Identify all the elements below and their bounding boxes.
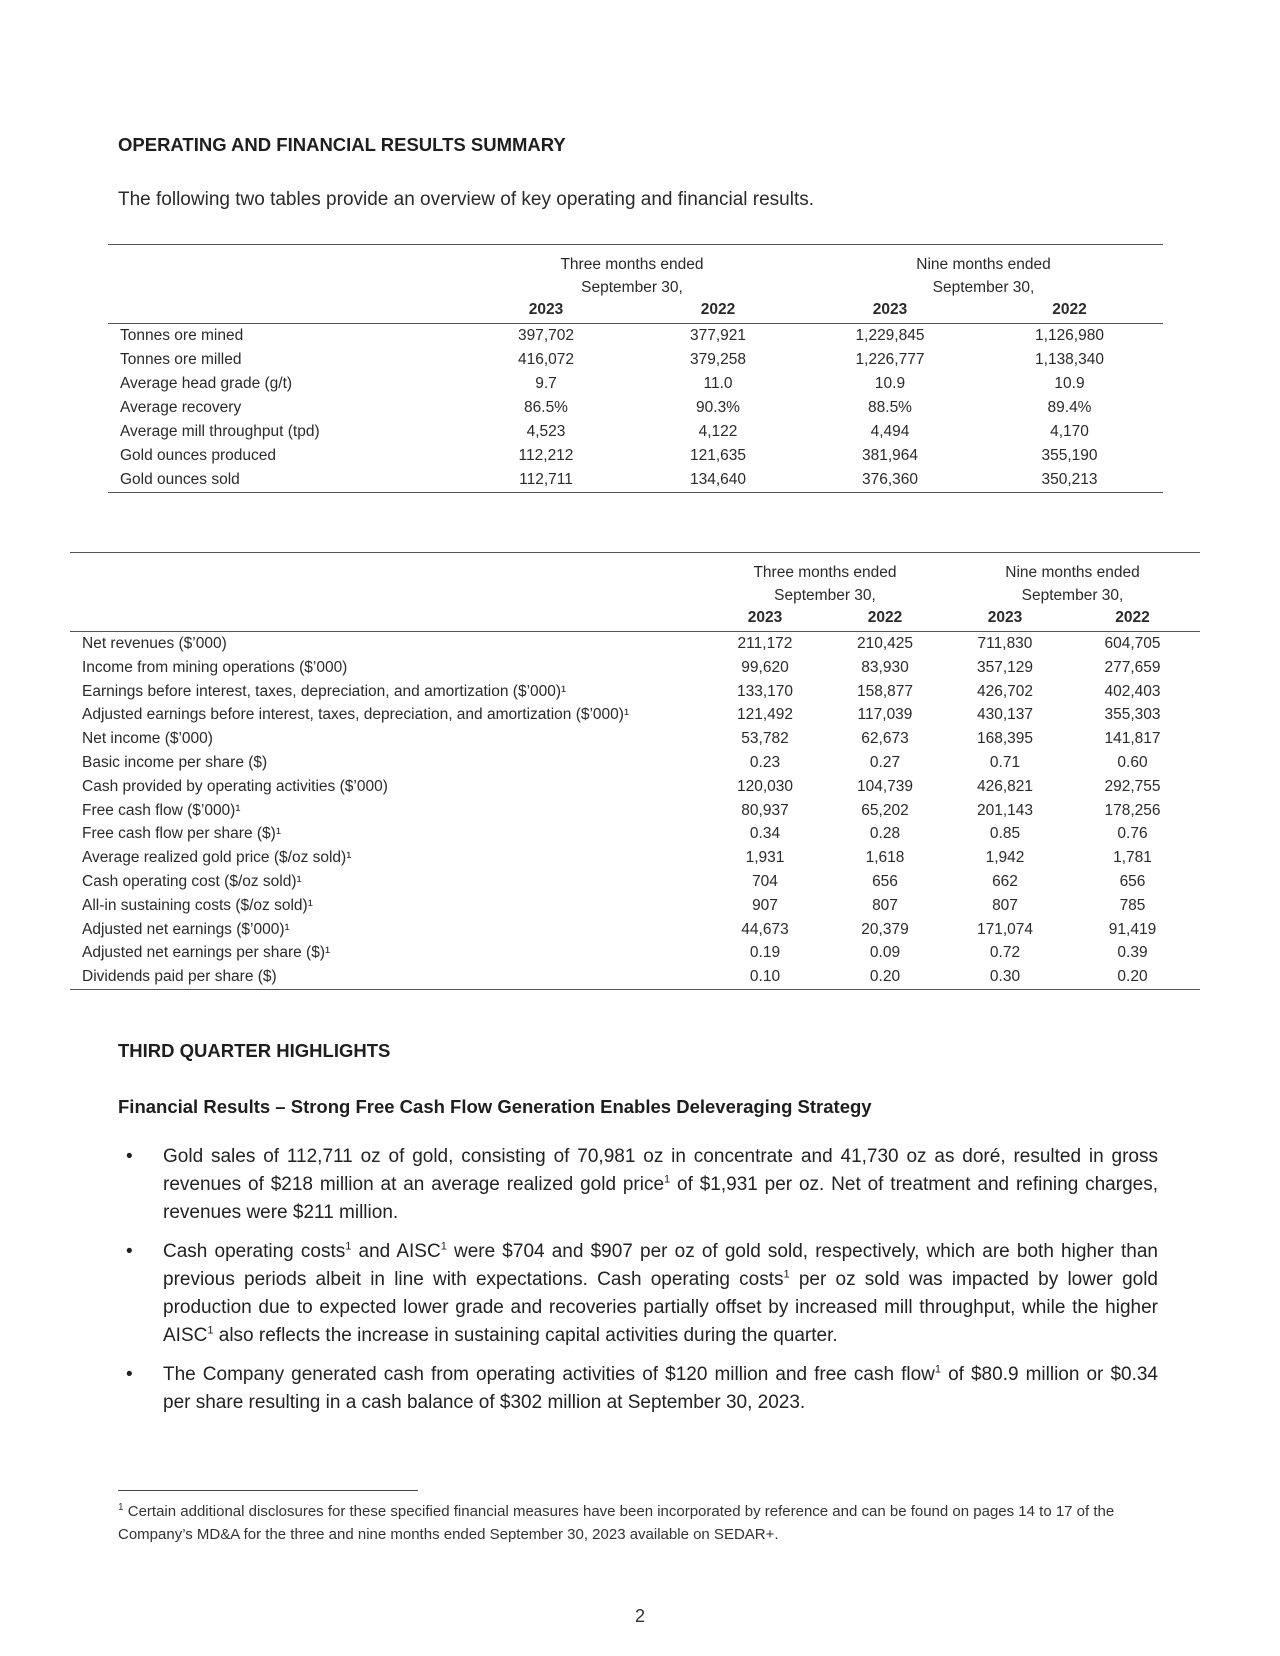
table-cell: 376,360	[861, 471, 919, 488]
table-cell: 62,673	[861, 730, 909, 748]
table-row	[108, 372, 1163, 396]
list-item: • Gold sales of 112,711 oz of gold, consisting of 70,981 oz in concentrate and 41,730 oz as doré, resulted in gross revenues of $218 million at an average realized gold price$^1$ of $1,931 per oz. Net of treatment and refining charges, revenues were $211 million.	[118, 1143, 1158, 1227]
footnote-ref: 1	[934, 1363, 942, 1376]
table-cell: 0.71	[989, 753, 1021, 771]
row-label: Average head grade (g/t)	[120, 375, 293, 392]
row-label: Cash provided by operating activities ($’000)	[82, 777, 388, 795]
table-row	[108, 324, 1163, 349]
row-label: Gold ounces produced	[120, 447, 276, 464]
table-cell: 0.72	[989, 944, 1021, 962]
year-header: 2022	[632, 299, 804, 324]
table-cell: 0.19	[749, 944, 781, 962]
highlights-title: THIRD QUARTER HIGHLIGHTS	[118, 1040, 391, 1061]
table-cell: 0.20	[869, 968, 901, 986]
page-number: 2	[634, 1606, 645, 1626]
table-cell: 292,755	[1104, 777, 1161, 795]
row-label: Earnings before interest, taxes, depreciation, and amortization ($’000)¹	[82, 682, 567, 700]
table-cell: 711,830	[977, 635, 1033, 652]
table-cell: 1,229,845	[855, 327, 925, 344]
row-label: Tonnes ore mined	[120, 327, 244, 344]
row-label: All-in sustaining costs ($/oz sold)¹	[82, 896, 313, 914]
table-row	[70, 846, 1200, 870]
section-title: OPERATING AND FINANCIAL RESULTS SUMMARY	[118, 134, 566, 155]
row-label: Average recovery	[120, 399, 242, 416]
group-header-three-months: Three months ended September 30,	[753, 564, 897, 604]
row-label: Adjusted net earnings ($’000)¹	[82, 920, 290, 938]
footnote-ref: 1	[345, 1240, 352, 1253]
table-cell: 10.9	[1054, 375, 1085, 392]
table-cell: 0.23	[749, 753, 781, 771]
table-cell: 0.34	[749, 825, 781, 843]
table-cell: 0.30	[989, 968, 1021, 986]
table-cell: 377,921	[689, 327, 747, 344]
table-cell: 141,817	[1104, 730, 1161, 748]
table-cell: 168,395	[976, 730, 1034, 748]
table-cell: 11.0	[703, 375, 733, 392]
table-cell: 44,673	[741, 920, 789, 938]
table-row	[70, 941, 1200, 965]
row-label: Free cash flow per share ($)¹	[82, 825, 281, 843]
row-label: Gold ounces sold	[120, 471, 240, 488]
table-cell: 91,419	[1108, 920, 1157, 938]
table-cell: 0.39	[1117, 944, 1148, 962]
year-header: 2022	[1065, 607, 1200, 632]
row-label: Basic income per share ($)	[82, 753, 268, 771]
year-header: 2023	[804, 299, 976, 324]
table-row	[108, 396, 1163, 420]
bullet-icon: •	[126, 1146, 133, 1167]
year-header: 2023	[460, 299, 632, 324]
year-header: 2022	[976, 299, 1163, 324]
group-header-three-months: Three months ended September 30,	[560, 256, 704, 296]
table-cell: 210,425	[856, 635, 914, 652]
list-item: • The Company generated cash from operating activities of $120 million and free cash flow$^1$ of $80.9 million or $0.34 per share resulting in a cash balance of $302 million at September 30, 2023.	[118, 1361, 1158, 1417]
operating-results-table	[108, 244, 1163, 493]
table-row	[70, 965, 1200, 989]
footnote-ref: 1	[783, 1268, 790, 1281]
table-cell: 20,379	[861, 920, 909, 938]
row-label: Income from mining operations ($’000)	[82, 658, 348, 676]
table-cell: 0.10	[749, 968, 781, 986]
table-cell: 604,705	[1104, 635, 1161, 652]
table-cell: 656	[1119, 872, 1146, 890]
table-row	[108, 444, 1163, 468]
table-cell: 662	[992, 872, 1018, 890]
table-cell: 0.09	[869, 944, 901, 962]
table-cell: 158,877	[856, 682, 914, 700]
table-cell: 4,523	[526, 423, 566, 440]
table-cell: 379,258	[689, 351, 747, 368]
table-cell: 211,172	[737, 635, 793, 652]
table-cell: 785	[1119, 896, 1146, 914]
table-cell: 4,122	[698, 423, 738, 440]
table-cell: 1,126,980	[1035, 327, 1104, 344]
table-cell: 65,202	[861, 801, 909, 819]
table-cell: 0.20	[1117, 968, 1148, 986]
footnote-divider	[118, 1490, 418, 1491]
table-cell: 704	[752, 872, 778, 890]
table-cell: 1,226,777	[855, 351, 925, 368]
table-row	[108, 420, 1163, 444]
table-row	[108, 348, 1163, 372]
year-header: 2023	[705, 607, 825, 632]
row-label: Cash operating cost ($/oz sold)¹	[82, 872, 302, 890]
table-cell: 1,138,340	[1035, 351, 1104, 368]
table-row	[70, 632, 1200, 656]
table-cell: 4,494	[870, 423, 910, 440]
table-cell: 355,190	[1041, 447, 1098, 464]
bullet-icon: •	[126, 1364, 133, 1385]
row-label: Adjusted net earnings per share ($)¹	[82, 944, 331, 962]
group-header-nine-months: Nine months ended September 30,	[916, 256, 1051, 296]
footnote: $^1$ Certain additional disclosures for these specified financial measures have been incorporated by reference and can be found on pages 14 to 17 of the Company’s MD&A for the three and nine months ended September 30, 2023 available on SEDAR+.	[118, 1502, 1115, 1543]
table-cell: 0.85	[989, 825, 1021, 843]
table-row	[70, 822, 1200, 846]
table-cell: 416,072	[517, 351, 575, 368]
table-cell: 656	[872, 872, 898, 890]
table-cell: 4,170	[1050, 423, 1089, 440]
table-cell: 277,659	[1104, 658, 1161, 676]
table-cell: 426,702	[976, 682, 1034, 700]
table-row	[108, 468, 1163, 493]
year-header: 2022	[825, 607, 945, 632]
year-header: 2023	[945, 607, 1065, 632]
row-label: Net revenues ($’000)	[82, 635, 227, 652]
row-label: Average mill throughput (tpd)	[120, 423, 320, 440]
table-cell: 357,129	[976, 658, 1034, 676]
footnote-ref: 1	[207, 1324, 214, 1337]
table-cell: 90.3%	[696, 399, 740, 416]
table-cell: 117,039	[857, 706, 913, 724]
table-cell: 426,821	[976, 777, 1034, 795]
table-row	[70, 680, 1200, 704]
table-cell: 53,782	[741, 730, 789, 748]
table-cell: 1,942	[985, 849, 1025, 867]
subsection-title: Financial Results – Strong Free Cash Flow Generation Enables Deleveraging Strategy	[118, 1096, 872, 1117]
table-cell: 381,964	[861, 447, 919, 464]
list-item: • Cash operating costs$^1$ and AISC$^1$ were $704 and $907 per oz of gold sold, respectively, which are both higher than previous periods albeit in line with expectations. Cash operating costs$^1$ per oz sold was impacted by lower gold production due to expected lower grade and recoveries partially offset by increased mill throughput, while the higher AISC$^1$ also reflects the increase in sustaining capital activities during the quarter.	[118, 1238, 1158, 1350]
row-label: Net income ($’000)	[82, 730, 213, 748]
bullet-icon: •	[126, 1241, 133, 1262]
table-cell: 0.27	[869, 753, 901, 771]
table-cell: 10.9	[874, 375, 906, 392]
table-cell: 0.28	[869, 825, 901, 843]
table-row	[70, 870, 1200, 894]
table-cell: 112,711	[519, 471, 573, 488]
table-cell: 83,930	[861, 658, 909, 676]
group-header-nine-months: Nine months ended September 30,	[1005, 564, 1140, 604]
table-cell: 0.76	[1117, 825, 1148, 843]
table-cell: 134,640	[689, 471, 747, 488]
table-row	[70, 918, 1200, 942]
table-cell: 171,074	[976, 920, 1034, 938]
table-cell: 397,702	[517, 327, 575, 344]
table-cell: 1,931	[745, 849, 785, 867]
table-cell: 80,937	[741, 801, 789, 819]
table-cell: 178,256	[1104, 801, 1161, 819]
table-cell: 121,492	[736, 706, 794, 724]
table-cell: 1,618	[865, 849, 905, 867]
table-cell: 89.4%	[1047, 399, 1092, 416]
highlights-list	[118, 1143, 1158, 1428]
table-cell: 430,137	[976, 706, 1034, 724]
table-row	[70, 656, 1200, 680]
table-row	[70, 751, 1200, 775]
table-row	[70, 775, 1200, 799]
table-cell: 9.7	[535, 375, 557, 392]
table-row	[70, 703, 1200, 727]
table-cell: 350,213	[1041, 471, 1098, 488]
table-cell: 88.5%	[868, 399, 912, 416]
table-cell: 355,303	[1104, 706, 1161, 724]
table-cell: 201,143	[976, 801, 1034, 819]
table-row	[70, 799, 1200, 823]
footnote-ref: 1	[440, 1240, 447, 1253]
table-cell: 104,739	[856, 777, 914, 795]
table-cell: 402,403	[1104, 682, 1161, 700]
footnote-ref: 1	[664, 1173, 671, 1186]
row-label: Dividends paid per share ($)	[82, 968, 277, 986]
table-cell: 112,212	[518, 447, 574, 464]
row-label: Free cash flow ($’000)¹	[82, 801, 241, 819]
table-cell: 99,620	[741, 658, 789, 676]
table-cell: 86.5%	[524, 399, 568, 416]
table-cell: 121,635	[689, 447, 747, 464]
table-cell: 807	[992, 896, 1018, 914]
intro-text: The following two tables provide an overview of key operating and financial results.	[118, 189, 814, 210]
table-cell: 907	[752, 896, 778, 914]
table-row	[70, 894, 1200, 918]
table-row	[70, 727, 1200, 751]
table-cell: 133,170	[736, 682, 794, 700]
row-label: Adjusted earnings before interest, taxes, depreciation, and amortization ($’000)¹	[82, 706, 630, 724]
row-label: Tonnes ore milled	[120, 351, 242, 368]
footnote-marker: 1	[118, 1502, 124, 1513]
row-label: Average realized gold price ($/oz sold)¹	[82, 849, 352, 867]
table-cell: 120,030	[736, 777, 794, 795]
table-cell: 1,781	[1113, 849, 1152, 867]
financial-results-table	[70, 552, 1200, 990]
table-cell: 807	[872, 896, 898, 914]
table-cell: 0.60	[1117, 753, 1148, 771]
